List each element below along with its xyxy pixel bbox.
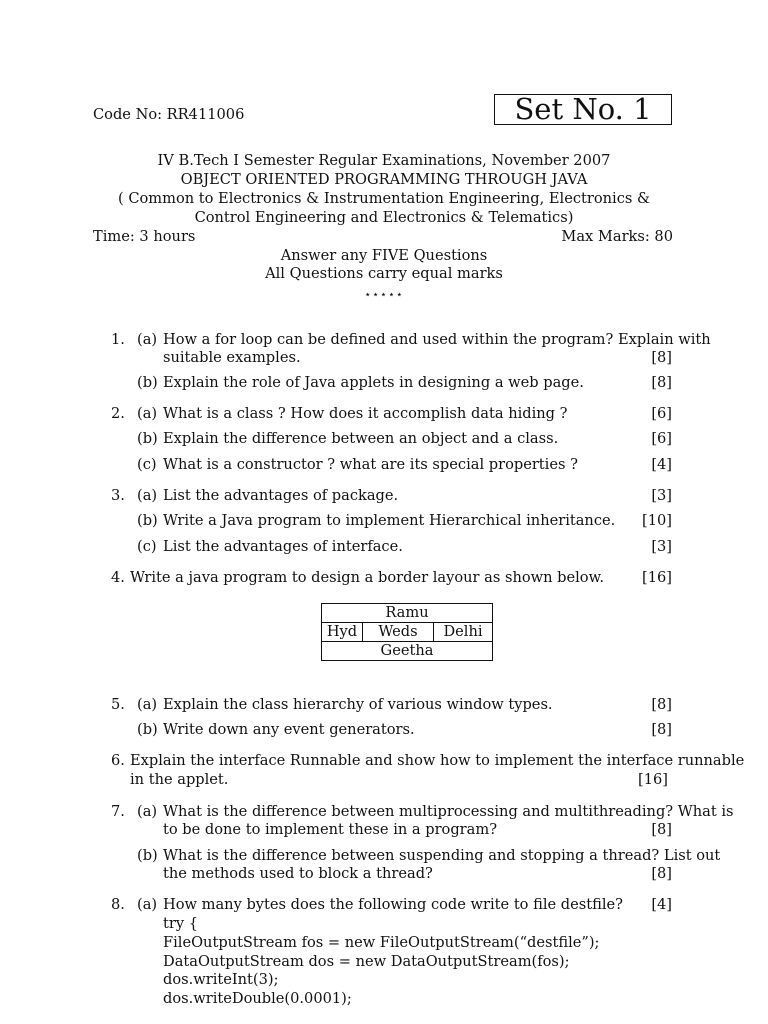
- exam-title: IV B.Tech I Semester Regular Examinations, November 2007: [157, 152, 611, 169]
- code-line: dos.writeInt(3);: [163, 971, 279, 988]
- question-text: What is a constructor ? what are its special properties ?: [163, 456, 578, 473]
- question-text: What is the difference between multiprocessing and multithreading? What is: [163, 803, 734, 820]
- part-label: (c): [137, 456, 157, 473]
- question-number: 8.: [111, 896, 125, 913]
- part-label: (a): [137, 405, 158, 422]
- layout-north-cell: Ramu: [322, 604, 493, 623]
- question-text: What is a class ? How does it accomplish data hiding ?: [163, 405, 568, 422]
- marks: [4]: [651, 896, 672, 913]
- question-number: 2.: [111, 405, 125, 422]
- marks: [3]: [651, 487, 672, 504]
- common-note-line2: Control Engineering and Electronics & Telematics): [194, 209, 574, 226]
- max-marks-label: Max Marks: 80: [561, 228, 673, 245]
- code-line: dos.writeDouble(0.0001);: [163, 990, 352, 1007]
- code-number: Code No: RR411006: [93, 106, 245, 123]
- marks: [16]: [642, 569, 672, 586]
- question-number: 1.: [111, 331, 125, 348]
- marks: [6]: [651, 405, 672, 422]
- set-number-box: Set No. 1: [494, 94, 672, 125]
- question-text: How a for loop can be defined and used within the program? Explain with: [163, 331, 711, 348]
- part-label: (a): [137, 331, 158, 348]
- marks: [6]: [651, 430, 672, 447]
- part-label: (b): [137, 512, 158, 529]
- code-line: DataOutputStream dos = new DataOutputStream(fos);: [163, 953, 570, 970]
- question-number: 6.: [111, 752, 125, 769]
- part-label: (b): [137, 721, 158, 738]
- code-line: try {: [163, 915, 199, 932]
- part-label: (c): [137, 538, 157, 555]
- question-text: What is the difference between suspending and stopping a thread? List out: [163, 847, 721, 864]
- question-text: How many bytes does the following code write to file destfile?: [163, 896, 623, 913]
- question-text: in the applet.: [130, 771, 229, 788]
- marks: [10]: [642, 512, 672, 529]
- marks: [8]: [651, 349, 672, 366]
- time-label: Time: 3 hours: [93, 228, 196, 245]
- layout-east-cell: Delhi: [434, 623, 493, 642]
- question-text: suitable examples.: [163, 349, 301, 366]
- question-number: 4.: [111, 569, 125, 586]
- question-text: the methods used to block a thread?: [163, 865, 433, 882]
- part-label: (b): [137, 374, 158, 391]
- question-text: Explain the class hierarchy of various window types.: [163, 696, 553, 713]
- question-text: List the advantages of package.: [163, 487, 399, 504]
- question-text: Explain the role of Java applets in designing a web page.: [163, 374, 584, 391]
- layout-center-cell: Weds: [363, 623, 434, 642]
- marks: [8]: [651, 865, 672, 882]
- instruction-line2: All Questions carry equal marks: [265, 265, 503, 282]
- part-label: (a): [137, 896, 158, 913]
- marks: [8]: [651, 721, 672, 738]
- part-label: (b): [137, 847, 158, 864]
- question-number: 7.: [111, 803, 125, 820]
- part-label: (a): [137, 803, 158, 820]
- part-label: (a): [137, 696, 158, 713]
- marks: [8]: [651, 821, 672, 838]
- instruction-line1: Answer any FIVE Questions: [280, 247, 488, 264]
- question-text: Write down any event generators.: [163, 721, 415, 738]
- code-line: FileOutputStream fos = new FileOutputStream(“destfile”);: [163, 934, 600, 951]
- marks: [4]: [651, 456, 672, 473]
- question-text: List the advantages of interface.: [163, 538, 403, 555]
- part-label: (a): [137, 487, 158, 504]
- border-layout-diagram: [321, 603, 493, 661]
- question-number: 5.: [111, 696, 125, 713]
- question-text: Write a java program to design a border layour as shown below.: [130, 569, 604, 586]
- marks: [8]: [651, 374, 672, 391]
- layout-west-cell: Hyd: [322, 623, 363, 642]
- question-number: 3.: [111, 487, 125, 504]
- subject-title: OBJECT ORIENTED PROGRAMMING THROUGH JAVA: [180, 171, 588, 188]
- question-text: to be done to implement these in a program?: [163, 821, 498, 838]
- part-label: (b): [137, 430, 158, 447]
- separator-stars: ⋆⋆⋆⋆⋆: [364, 288, 404, 301]
- question-text: Explain the interface Runnable and show how to implement the interface runnable: [130, 752, 745, 769]
- marks: [8]: [651, 696, 672, 713]
- question-text: Explain the difference between an object and a class.: [163, 430, 559, 447]
- marks: [3]: [651, 538, 672, 555]
- layout-south-cell: Geetha: [322, 642, 493, 661]
- question-text: Write a Java program to implement Hierarchical inheritance.: [163, 512, 616, 529]
- common-note-line1: ( Common to Electronics & Instrumentation Engineering, Electronics &: [117, 190, 651, 207]
- marks: [16]: [638, 771, 668, 788]
